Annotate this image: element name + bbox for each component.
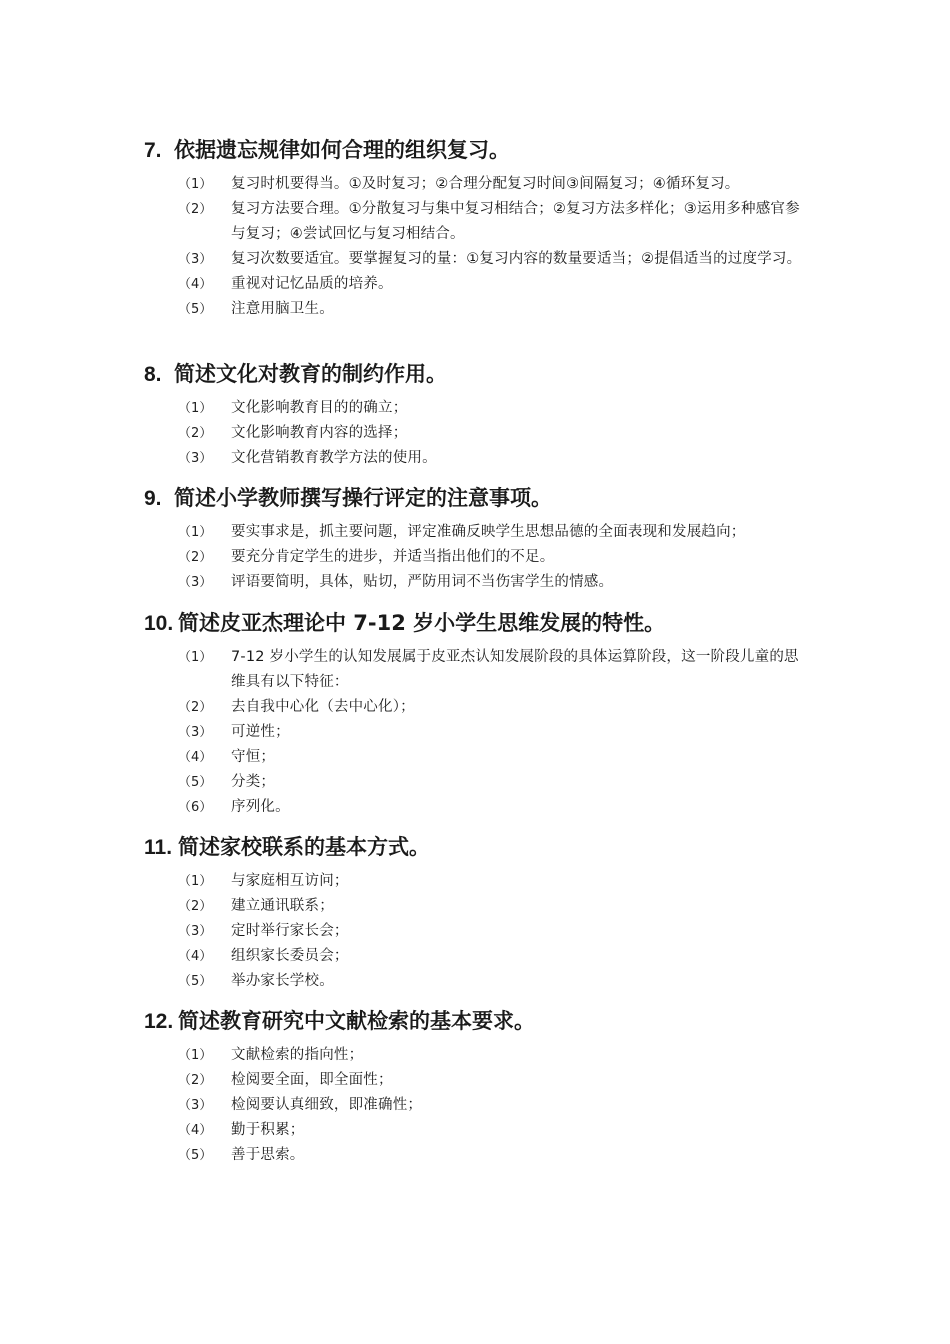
list-item xyxy=(144,919,824,944)
question-number: 9. xyxy=(144,487,162,510)
item-text: 善于思索。 xyxy=(231,1147,305,1163)
question-number: 12. xyxy=(144,1010,174,1033)
list-item xyxy=(144,645,824,695)
list-item xyxy=(144,1118,824,1143)
item-number: （2） xyxy=(178,550,213,565)
list-item xyxy=(144,446,824,471)
answer-list xyxy=(144,520,824,595)
list-item xyxy=(144,745,824,770)
list-item xyxy=(144,570,824,595)
item-text: 序列化。 xyxy=(231,799,290,815)
question-number: 8. xyxy=(144,363,162,386)
question-text: 简述家校联系的基本方式。 xyxy=(178,835,430,859)
item-number: （3） xyxy=(178,924,213,939)
question-10 xyxy=(144,609,824,820)
item-text: 文化营销教育教学方法的使用。 xyxy=(231,450,437,466)
question-title xyxy=(144,136,824,164)
item-number: （3） xyxy=(178,252,213,267)
list-item xyxy=(144,520,824,545)
question-number: 7. xyxy=(144,139,162,162)
question-title xyxy=(144,484,824,512)
item-text: 分类； xyxy=(231,774,276,790)
item-text: 7-12 岁小学生的认知发展属于皮亚杰认知发展阶段的具体运算阶段，这一阶段儿童的思维具有以下特征： xyxy=(231,649,799,690)
list-item xyxy=(144,869,824,894)
item-text: 要充分肯定学生的进步，并适当指出他们的不足。 xyxy=(231,549,555,565)
item-number: （1） xyxy=(178,874,213,889)
answer-list xyxy=(144,396,824,471)
item-text: 复习方法要合理。①分散复习与集中复习相结合；②复习方法多样化；③运用多种感官参与复习；④尝试回忆与复习相结合。 xyxy=(231,201,800,242)
question-title xyxy=(144,609,824,637)
answer-list xyxy=(144,1043,824,1168)
list-item xyxy=(144,197,824,247)
item-text: 定时举行家长会； xyxy=(231,923,349,939)
item-number: （1） xyxy=(178,177,213,192)
question-11 xyxy=(144,833,824,994)
item-text: 复习次数要适宜。要掌握复习的量：①复习内容的数量要适当；②提倡适当的过度学习。 xyxy=(231,251,802,267)
item-number: （2） xyxy=(178,700,213,715)
question-7 xyxy=(144,136,824,322)
item-number: （2） xyxy=(178,899,213,914)
item-text: 建立通讯联系； xyxy=(231,898,334,914)
question-text: 简述皮亚杰理论中 7-12 岁小学生思维发展的特性。 xyxy=(178,611,666,635)
item-number: （3） xyxy=(178,1098,213,1113)
question-12 xyxy=(144,1007,824,1168)
item-text: 复习时机要得当。①及时复习；②合理分配复习时间③间隔复习；④循环复习。 xyxy=(231,176,740,192)
question-9 xyxy=(144,484,824,595)
item-number: （5） xyxy=(178,775,213,790)
item-number: （5） xyxy=(178,1148,213,1163)
list-item xyxy=(144,1068,824,1093)
item-number: （5） xyxy=(178,974,213,989)
item-text: 与家庭相互访问； xyxy=(231,873,349,889)
item-number: （4） xyxy=(178,277,213,292)
item-number: （4） xyxy=(178,1123,213,1138)
item-text: 注意用脑卫生。 xyxy=(231,301,334,317)
answer-list xyxy=(144,869,824,994)
item-number: （1） xyxy=(178,401,213,416)
item-number: （4） xyxy=(178,750,213,765)
item-number: （1） xyxy=(178,650,213,665)
list-item xyxy=(144,944,824,969)
answer-list xyxy=(144,645,824,820)
item-text: 勤于积累； xyxy=(231,1122,305,1138)
question-8 xyxy=(144,360,824,471)
item-number: （2） xyxy=(178,1073,213,1088)
list-item xyxy=(144,720,824,745)
item-text: 文化影响教育内容的选择； xyxy=(231,425,408,441)
question-text: 简述文化对教育的制约作用。 xyxy=(174,362,447,386)
list-item xyxy=(144,297,824,322)
item-text: 检阅要认真细致，即准确性； xyxy=(231,1097,423,1113)
item-text: 去自我中心化（去中心化）； xyxy=(231,699,415,715)
list-item xyxy=(144,545,824,570)
item-text: 守恒； xyxy=(231,749,276,765)
list-item xyxy=(144,695,824,720)
item-number: （4） xyxy=(178,949,213,964)
list-item xyxy=(144,1143,824,1168)
item-text: 文化影响教育目的的确立； xyxy=(231,400,408,416)
list-item xyxy=(144,795,824,820)
list-item xyxy=(144,396,824,421)
item-text: 重视对记忆品质的培养。 xyxy=(231,276,393,292)
list-item xyxy=(144,272,824,297)
item-number: （3） xyxy=(178,725,213,740)
item-text: 举办家长学校。 xyxy=(231,973,334,989)
question-number: 10. xyxy=(144,612,174,635)
question-text: 依据遗忘规律如何合理的组织复习。 xyxy=(174,138,510,162)
list-item xyxy=(144,1043,824,1068)
question-number: 11. xyxy=(144,836,173,859)
list-item xyxy=(144,421,824,446)
question-text: 简述小学教师撰写操行评定的注意事项。 xyxy=(174,486,552,510)
item-text: 要实事求是，抓主要问题，评定准确反映学生思想品德的全面表现和发展趋向； xyxy=(231,524,746,540)
answer-list xyxy=(144,172,824,322)
list-item xyxy=(144,247,824,272)
list-item xyxy=(144,894,824,919)
item-number: （1） xyxy=(178,1048,213,1063)
item-number: （3） xyxy=(178,451,213,466)
item-text: 检阅要全面，即全面性； xyxy=(231,1072,393,1088)
question-title xyxy=(144,1007,824,1035)
item-number: （1） xyxy=(178,525,213,540)
question-text: 简述教育研究中文献检索的基本要求。 xyxy=(178,1009,535,1033)
item-number: （2） xyxy=(178,426,213,441)
list-item xyxy=(144,969,824,994)
question-title xyxy=(144,360,824,388)
item-number: （6） xyxy=(178,800,213,815)
item-text: 可逆性； xyxy=(231,724,290,740)
list-item xyxy=(144,1093,824,1118)
item-text: 文献检索的指向性； xyxy=(231,1047,364,1063)
item-number: （5） xyxy=(178,302,213,317)
list-item xyxy=(144,172,824,197)
question-title xyxy=(144,833,824,861)
item-number: （3） xyxy=(178,575,213,590)
list-item xyxy=(144,770,824,795)
item-text: 评语要简明，具体，贴切，严防用词不当伤害学生的情感。 xyxy=(231,574,614,590)
item-number: （2） xyxy=(178,202,213,217)
item-text: 组织家长委员会； xyxy=(231,948,349,964)
